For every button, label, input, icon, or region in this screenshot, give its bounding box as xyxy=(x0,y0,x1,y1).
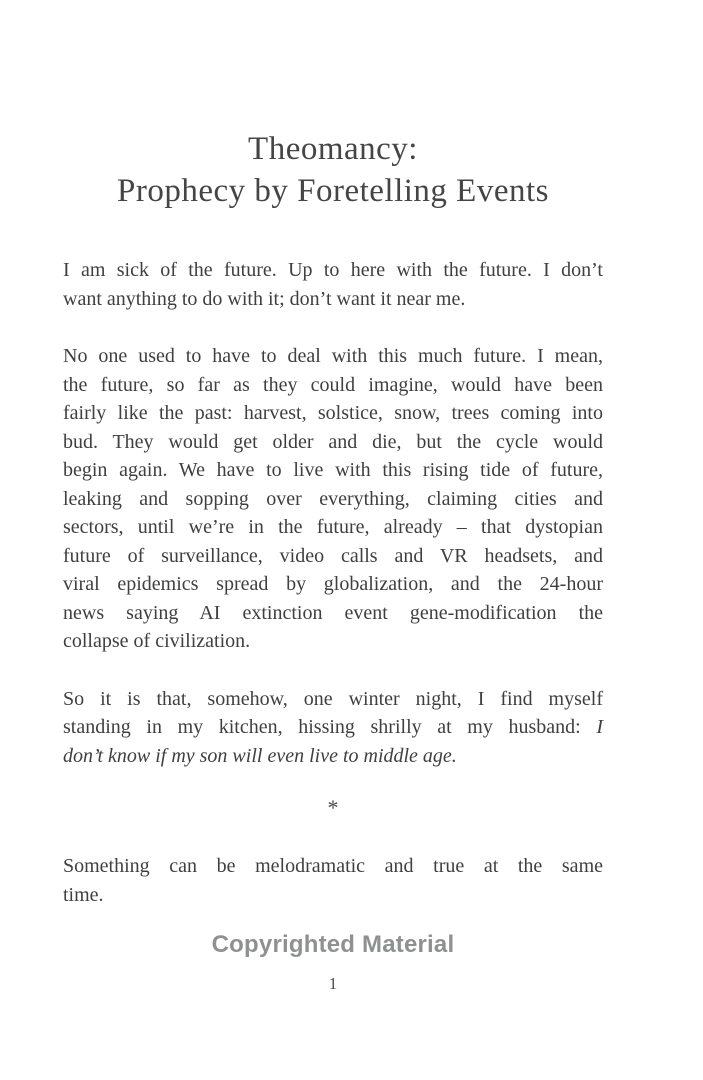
text-line xyxy=(63,570,603,599)
paragraph xyxy=(63,852,603,909)
text-column xyxy=(63,0,603,995)
text-line xyxy=(63,399,603,428)
text-segment: collapse of civilization. xyxy=(63,630,251,652)
paragraph xyxy=(63,256,603,313)
text-segment: bud. They would get older and die, but the cycle would xyxy=(63,430,603,453)
text-segment: future of surveillance, video calls and VR headsets, and xyxy=(63,544,603,567)
text-line xyxy=(63,285,603,314)
paragraphs-before-break xyxy=(63,256,603,770)
text-segment: the future, so far as they could imagine, would have been xyxy=(63,373,603,396)
text-segment: want anything to do with it; don’t want it near me. xyxy=(63,287,466,310)
chapter-title-line-2: Prophecy by Foretelling Events xyxy=(116,173,549,209)
text-line xyxy=(63,627,603,656)
chapter-title xyxy=(63,0,603,212)
paragraph xyxy=(63,342,603,656)
text-line xyxy=(63,371,603,400)
text-segment: viral epidemics spread by globalization, and the 24-hour xyxy=(63,573,603,595)
text-segment: time. xyxy=(63,883,104,906)
text-segment: So it is that, somehow, one winter night, I find myself xyxy=(63,687,603,710)
paragraphs-after-break xyxy=(63,852,603,909)
text-line xyxy=(63,485,603,514)
section-break-asterisk: * xyxy=(327,795,339,820)
text-line xyxy=(63,542,603,571)
text-line xyxy=(63,513,603,542)
paragraph xyxy=(63,685,603,771)
chapter-title-line-1: Theomancy: xyxy=(248,131,418,167)
text-segment: news saying AI extinction event gene-modification the xyxy=(63,601,603,624)
text-segment: Something can be melodramatic and true at the same xyxy=(63,855,603,877)
text-line xyxy=(63,428,603,457)
text-segment: fairly like the past: harvest, solstice, snow, trees coming into xyxy=(63,402,603,424)
text-line xyxy=(63,256,603,285)
text-line xyxy=(63,852,603,881)
italic-text-segment: I xyxy=(596,716,603,738)
text-segment: leaking and sopping over everything, claiming cities and xyxy=(63,487,603,510)
text-segment: standing in my kitchen, hissing shrilly at my husband: xyxy=(63,716,597,738)
text-segment: sectors, until we’re in the future, already – that dystopian xyxy=(63,516,603,538)
text-line xyxy=(63,881,603,910)
text-segment: No one used to have to deal with this much future. I mean, xyxy=(63,345,603,367)
text-line xyxy=(63,713,603,742)
text-line xyxy=(63,599,603,628)
italic-text-segment: don’t know if my son will even live to middle age. xyxy=(63,744,457,767)
text-line xyxy=(63,342,603,371)
text-line xyxy=(63,456,603,485)
text-segment: begin again. We have to live with this rising tide of future, xyxy=(63,459,603,481)
body-text xyxy=(63,256,603,909)
page-number: 1 xyxy=(328,974,338,993)
text-segment: I am sick of the future. Up to here with the future. I don’t xyxy=(63,259,603,281)
text-line xyxy=(63,685,603,714)
copyright-watermark: Copyrighted Material xyxy=(211,931,455,958)
text-line xyxy=(63,742,603,771)
